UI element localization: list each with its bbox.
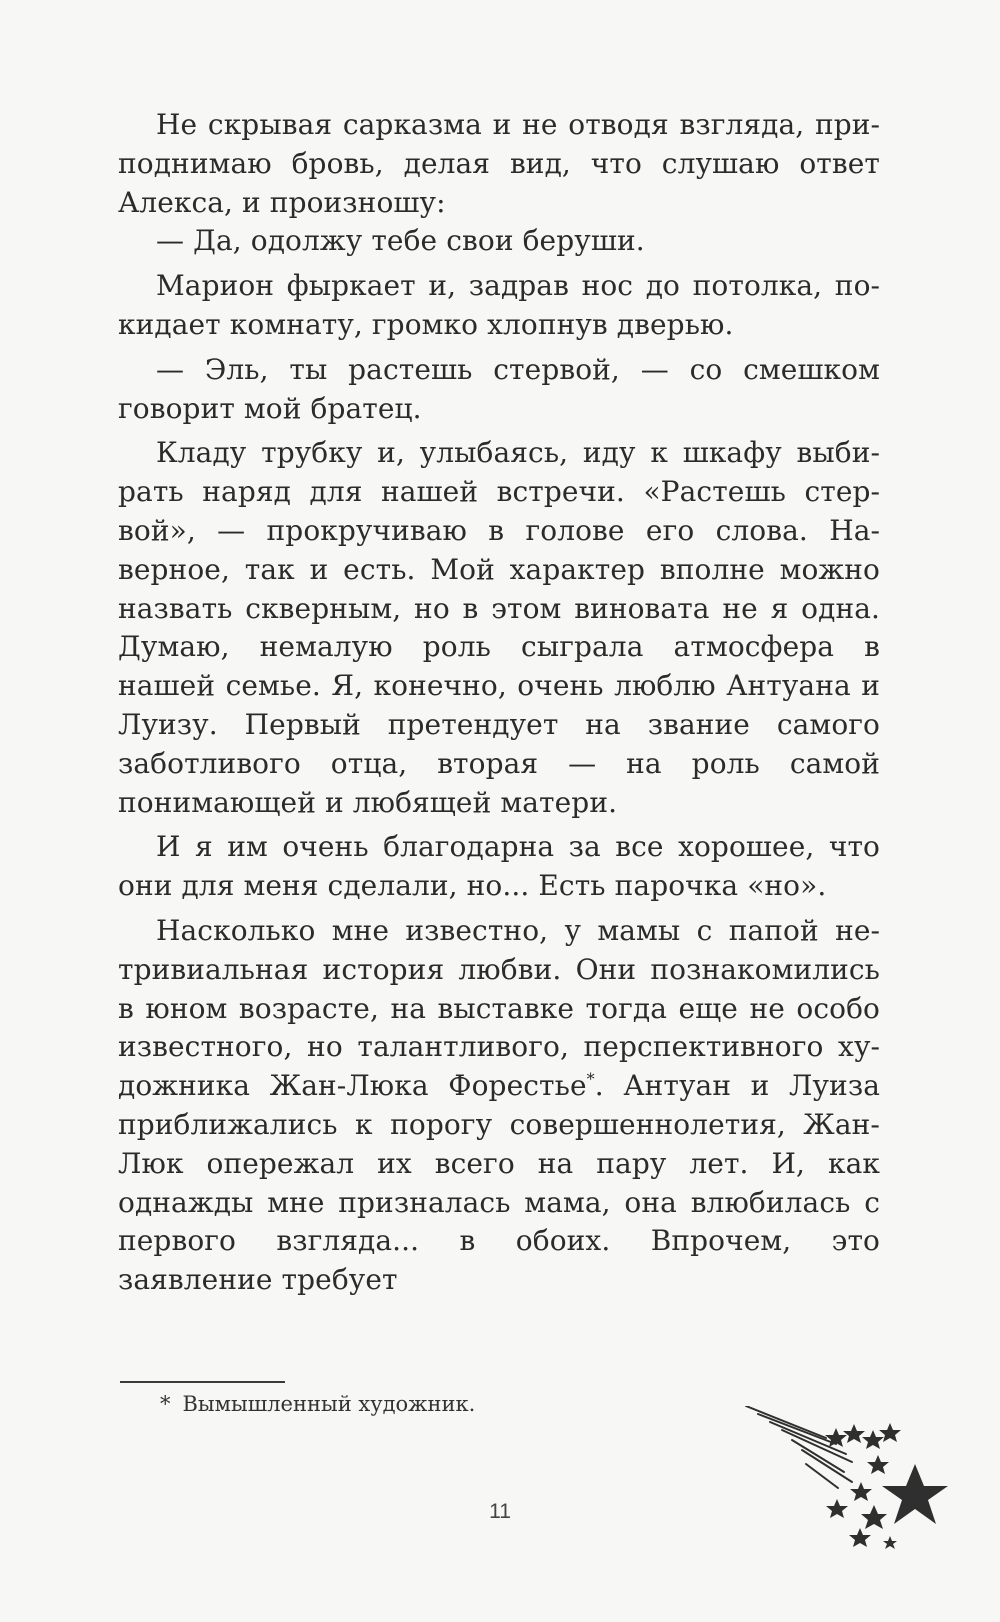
shooting-stars-icon: [740, 1406, 960, 1556]
paragraph-7-after: . Антуан и Луиза приближались к порогу совершеннолетия, Жан-Люк опережал их всего на пару лет. И, как однажды мне призналась мама, она влюбилась с первого взгляда... в обоих. Впрочем, это заявление требует: [118, 1069, 880, 1297]
footnote: [160, 1389, 720, 1419]
paragraph-5: Кладу трубку и, улыбаясь, иду к шкафу выбирать наряд для нашей встречи. «Растешь стервой», — прокручиваю в голове его слова. Наверное, так и есть. Мой характер вполне можно назвать скверным, но в этом виновата не я одна. Думаю, немалую роль сыграла атмосфера в нашей семье. Я, конечно, очень люблю Антуана и Луизу. Первый претендует на звание самого заботливого отца, вторая — на роль самой понимающей и любящей матери.: [118, 436, 880, 819]
footnote-text: Вымышленный художник.: [182, 1392, 476, 1416]
paragraph-4: — Эль, ты растешь стервой, — со смешком говорит мой братец.: [118, 352, 880, 425]
paragraph-6: И я им очень благодарна за все хорошее, что они для меня сделали, но... Есть парочка «но».: [118, 830, 880, 903]
paragraph-7: [118, 912, 880, 1300]
footnote-marker: *: [160, 1392, 171, 1416]
page-number: 11: [489, 1500, 511, 1523]
paragraph-7-before: Насколько мне известно, у мамы с папой нетривиальная история любви. Они познакомились в юном возрасте, на выставке тогда еще не особо известного, но талантливого, перспективного художника Жан-Люка Форестье: [118, 913, 880, 1103]
paragraph-2: — Да, одолжу тебе свои беруши.: [156, 224, 645, 258]
paragraph-1: Не скрывая сарказма и не отводя взгляда, приподнимаю бровь, делая вид, что слушаю ответ Алекса, и произношу:: [118, 108, 880, 219]
main-text: [118, 106, 880, 1306]
footnote-reference: *: [586, 1069, 595, 1089]
footnote-divider: [120, 1381, 285, 1383]
paragraph-3: Марион фыркает и, задрав нос до потолка, покидает комнату, громко хлопнув дверью.: [118, 269, 880, 341]
